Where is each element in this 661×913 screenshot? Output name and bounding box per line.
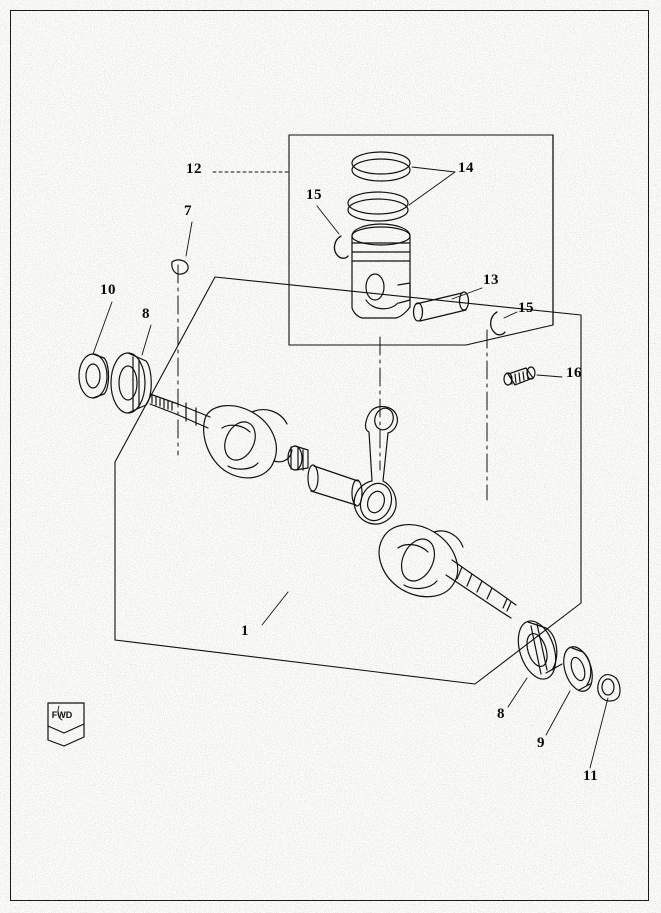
callout-9: 9 <box>537 735 545 751</box>
fwd-label: FWD <box>51 710 73 720</box>
callout-13: 13 <box>483 272 499 288</box>
callout-8-right: 8 <box>497 706 505 722</box>
callout-1: 1 <box>241 623 249 639</box>
callout-14: 14 <box>458 160 474 176</box>
callout-12: 12 <box>186 161 202 177</box>
callout-16: 16 <box>566 365 582 381</box>
callout-7: 7 <box>184 203 192 219</box>
callout-15-lower: 15 <box>518 300 534 316</box>
callout-8-left: 8 <box>142 306 150 322</box>
callout-15-upper: 15 <box>306 187 322 203</box>
callout-10: 10 <box>100 282 116 298</box>
callout-11: 11 <box>583 768 599 784</box>
